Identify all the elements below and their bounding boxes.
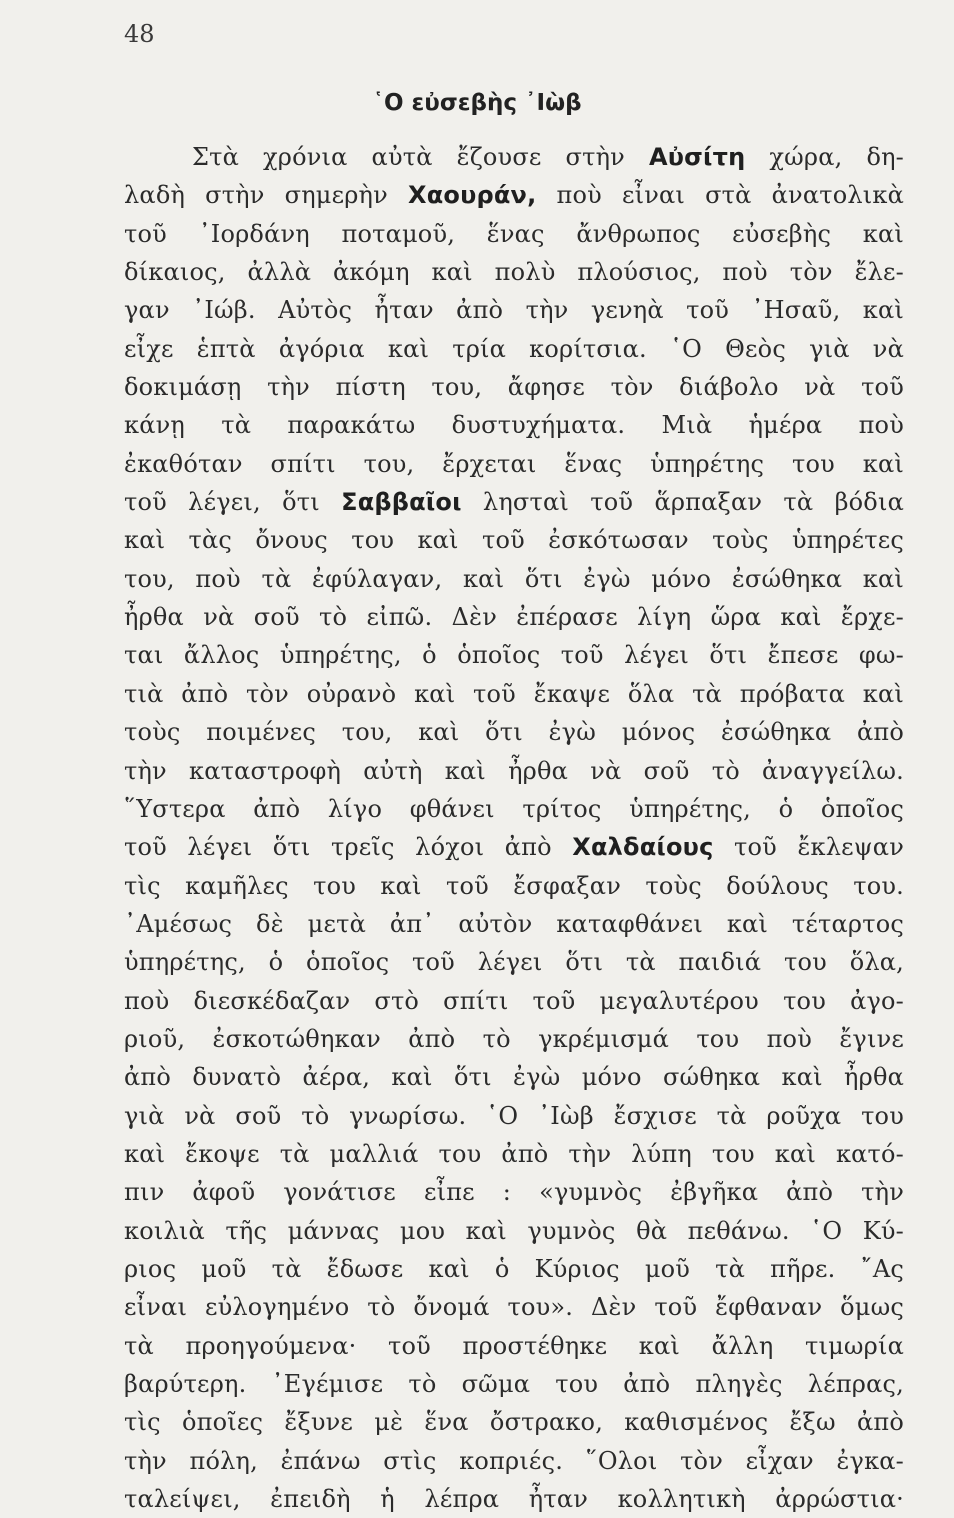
text-line-29: κοιλιὰ τῆς μάννας μου καὶ γυμνὸς θὰ πεθάνω. ῾Ο Κύ- — [124, 1216, 904, 1245]
text-line-17: τὴν καταστροφὴ αὐτὴ καὶ ἦρθα νὰ σοῦ τὸ ἀναγγείλω. — [124, 756, 904, 785]
place-name-ausitis: Αὐσίτη — [648, 143, 746, 171]
people-name-sabaeans: Σαββαῖοι — [341, 488, 462, 517]
text-line-11: καὶ τὰς ὄνους του καὶ τοῦ ἐσκότωσαν τοὺς ὑπηρέτες — [124, 526, 904, 555]
text-line-5: γαν ᾽Ιώβ. Αὐτὸς ἦταν ἀπὸ τὴν γενηὰ τοῦ ᾽Ησαῦ, καὶ — [124, 296, 904, 325]
text-line-21: ᾽Αμέσως δὲ μετὰ ἀπ᾽ αὐτὸν καταφθάνει καὶ τέταρτος — [124, 909, 904, 938]
text-line-23: ποὺ διεσκέδαζαν στὸ σπίτι τοῦ μεγαλυτέρου του ἀγο- — [124, 986, 904, 1015]
body-text — [124, 138, 904, 1518]
text-line-4: δίκαιος, ἀλλὰ ἀκόμη καὶ πολὺ πλούσιος, ποὺ τὸν ἔλε- — [124, 258, 904, 287]
text-line-26: γιὰ νὰ σοῦ τὸ γνωρίσω. ῾Ο ᾽Ιὼβ ἔσχισε τὰ ροῦχα του — [124, 1101, 904, 1130]
text-line-24: ριοῦ, ἐσκοτώθηκαν ἀπὸ τὸ γκρέμισμά του ποὺ ἔγινε — [124, 1024, 904, 1053]
text-line-22: ὑπηρέτης, ὁ ὁποῖος τοῦ λέγει ὅτι τὰ παιδιά του ὅλα, — [124, 948, 904, 977]
text-line-25: ἀπὸ δυνατὸ ἀέρα, καὶ ὅτι ἐγὼ μόνο σώθηκα καὶ ἦρθα — [124, 1063, 904, 1092]
page-number: 48 — [124, 20, 155, 48]
text-line-28: πιν ἀφοῦ γονάτισε εἶπε : «γυμνὸς ἐβγῆκα ἀπὸ τὴν — [124, 1178, 904, 1207]
text-line-30: ριος μοῦ τὰ ἔδωσε καὶ ὁ Κύριος μοῦ τὰ πῆρε. ῎Ας — [124, 1254, 904, 1283]
text-line-15: τιὰ ἀπὸ τὸν οὐρανὸ καὶ τοῦ ἔκαψε ὅλα τὰ πρόβατα καὶ — [124, 679, 904, 708]
text-line-33: βαρύτερη. ᾽Εγέμισε τὸ σῶμα του ἀπὸ πληγὲς λέπρας, — [124, 1370, 904, 1398]
text-line-18: ῞Υστερα ἀπὸ λίγο φθάνει τρίτος ὑπηρέτης, ὁ ὁποῖος — [124, 794, 904, 823]
text-line-10: τοῦ λέγει, ὅτι Σαββαῖοι λησταὶ τοῦ ἅρπαξαν τὰ βόδια — [124, 488, 904, 517]
place-name-haouran: Χαουράν, — [407, 181, 537, 210]
chapter-title: ῾Ο εὐσεβὴς ᾽Ιὼβ — [372, 90, 582, 116]
text-line-36: ταλείψει, ἐπειδὴ ἡ λέπρα ἦταν κολλητικὴ ἀρρώστια· — [124, 1485, 904, 1514]
text-line-14: ται ἄλλος ὑπηρέτης, ὁ ὁποῖος τοῦ λέγει ὅτι ἔπεσε φω- — [124, 641, 904, 670]
text-line-8: κάνῃ τὰ παρακάτω δυστυχήματα. Μιὰ ἡμέρα ποὺ — [124, 411, 904, 440]
text-line-31: εἶναι εὐλογημένο τὸ ὄνομά του». Δὲν τοῦ ἔφθαναν ὅμως — [124, 1293, 904, 1322]
text-line-32: τὰ προηγούμενα· τοῦ προστέθηκε καὶ ἄλλη τιμωρία — [124, 1331, 904, 1360]
text-line-7: δοκιμάσῃ τὴν πίστη του, ἄφησε τὸν διάβολο νὰ τοῦ — [124, 373, 904, 402]
text-line-13: ἦρθα νὰ σοῦ τὸ εἰπῶ. Δὲν ἐπέρασε λίγη ὥρα καὶ ἔρχε- — [124, 603, 904, 632]
people-name-chaldeans: Χαλδαίους — [572, 833, 714, 862]
text-line-34: τὶς ὁποῖες ἔξυνε μὲ ἕνα ὄστρακο, καθισμένος ἔξω ἀπὸ — [124, 1408, 904, 1437]
text-line-1: Στὰ χρόνια αὐτὰ ἔζουσε στὴν Αὐσίτη χώρα, δη- — [192, 143, 904, 171]
text-line-19: τοῦ λέγει ὅτι τρεῖς λόχοι ἀπὸ Χαλδαίους τοῦ ἔκλεψαν — [124, 833, 904, 862]
text-line-27: καὶ ἔκοψε τὰ μαλλιά του ἀπὸ τὴν λύπη του καὶ κατό- — [124, 1139, 904, 1168]
text-line-20: τὶς καμῆλες του καὶ τοῦ ἔσφαξαν τοὺς δούλους του. — [124, 871, 904, 900]
text-line-16: τοὺς ποιμένες του, καὶ ὅτι ἐγὼ μόνος ἐσώθηκα ἀπὸ — [124, 718, 904, 747]
text-line-35: τὴν πόλη, ἐπάνω στὶς κοπριές. ῞Ολοι τὸν εἶχαν ἐγκα- — [124, 1446, 904, 1475]
text-line-2: λαδὴ στὴν σημερὴν Χαουράν, ποὺ εἶναι στὰ ἀνατολικὰ — [124, 181, 904, 210]
text-line-12: του, ποὺ τὰ ἐφύλαγαν, καὶ ὅτι ἐγὼ μόνο ἐσώθηκα καὶ — [124, 564, 904, 593]
text-line-6: εἶχε ἑπτὰ ἀγόρια καὶ τρία κορίτσια. ῾Ο Θεὸς γιὰ νὰ — [124, 334, 904, 363]
text-line-9: ἐκαθόταν σπίτι του, ἔρχεται ἕνας ὑπηρέτης του καὶ — [124, 449, 904, 478]
text-line-3: τοῦ ᾽Ιορδάνη ποταμοῦ, ἕνας ἄνθρωπος εὐσεβὴς καὶ — [124, 219, 904, 248]
